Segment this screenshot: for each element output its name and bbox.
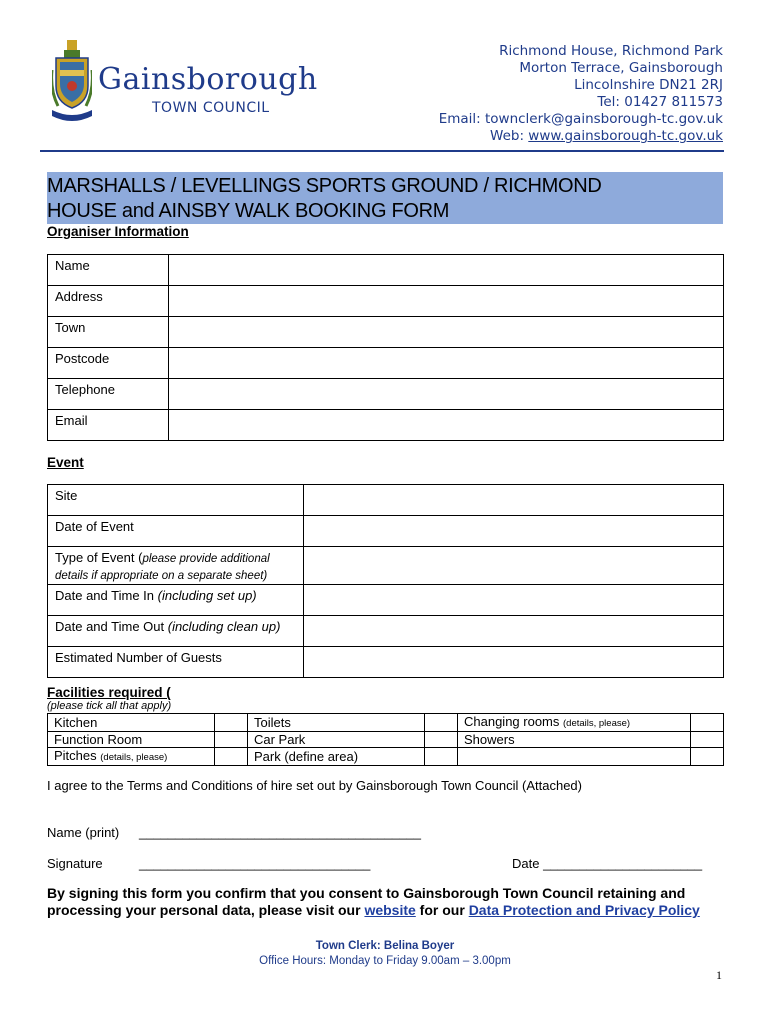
telephone-field[interactable] <box>169 379 724 410</box>
time-out-label: Date and Time Out <box>55 619 168 634</box>
date-field[interactable] <box>512 856 702 871</box>
changing-note: (details, please) <box>563 718 631 729</box>
table-row <box>48 547 724 585</box>
site-field[interactable] <box>304 485 724 516</box>
date-label: Date <box>512 856 544 871</box>
pitches-note: (details, please) <box>100 752 168 763</box>
name-print-label: Name (print) <box>47 825 120 840</box>
field-label: Name <box>48 255 169 286</box>
field-label: Estimated Number of Guests <box>48 647 304 678</box>
function-room-checkbox[interactable] <box>215 732 248 748</box>
email-field[interactable] <box>169 410 724 441</box>
time-in-note: (including set up) <box>157 588 257 603</box>
postcode-field[interactable] <box>169 348 724 379</box>
name-print-field[interactable]: _______________________________________ <box>139 825 421 840</box>
council-crest-icon <box>52 40 92 124</box>
signature-label: Signature <box>47 856 103 871</box>
pitches-checkbox[interactable] <box>215 748 248 766</box>
town-field[interactable] <box>169 317 724 348</box>
form-title: MARSHALLS / LEVELLINGS SPORTS GROUND / RICHMOND HOUSE and AINSBY WALK BOOKING FORM <box>47 175 602 222</box>
address-line: Morton Terrace, Gainsborough <box>519 60 723 76</box>
website-link[interactable]: www.gainsborough-tc.gov.uk <box>528 128 723 144</box>
field-label: Telephone <box>48 379 169 410</box>
date-line: ______________________ <box>543 856 703 871</box>
type-note: please provide additional details if appropriate on a separate sheet) <box>55 553 270 582</box>
facility-label: Park (define area) <box>248 748 425 766</box>
pitches-label: Pitches <box>54 748 101 763</box>
office-hours: Office Hours: Monday to Friday 9.00am – 3.00pm <box>259 955 511 967</box>
name-field[interactable] <box>169 255 724 286</box>
privacy-policy-link[interactable]: Data Protection and Privacy Policy <box>468 902 700 918</box>
header-rule <box>40 150 724 152</box>
changing-label: Changing rooms <box>464 714 563 729</box>
consent-text <box>47 885 707 919</box>
web-label: Web: <box>490 128 529 144</box>
address-line: Lincolnshire DN21 2RJ <box>574 77 723 93</box>
kitchen-checkbox[interactable] <box>215 714 248 732</box>
facility-label <box>48 748 215 766</box>
event-table <box>47 484 724 678</box>
field-label <box>48 585 304 616</box>
table-row <box>48 317 724 348</box>
facilities-note: (please tick all that apply) <box>47 700 172 712</box>
table-row <box>48 485 724 516</box>
table-row <box>48 732 724 748</box>
table-row <box>48 379 724 410</box>
website-link[interactable]: website <box>364 902 416 918</box>
council-subtitle: TOWN COUNCIL <box>152 100 270 116</box>
changing-rooms-checkbox[interactable] <box>691 714 724 732</box>
facility-label: Toilets <box>248 714 425 732</box>
address-field[interactable] <box>169 286 724 317</box>
event-heading: Event <box>47 455 84 470</box>
table-row <box>48 348 724 379</box>
town-clerk: Town Clerk: Belina Boyer <box>315 940 455 952</box>
field-label <box>48 616 304 647</box>
empty-checkbox <box>691 748 724 766</box>
council-name: Gainsborough <box>98 62 318 97</box>
consent-text-1: By signing this form you confirm that you consent to Gainsborough Town Council retaining and processing your personal data, please visit our <box>47 885 686 918</box>
car-park-checkbox[interactable] <box>425 732 458 748</box>
phone-line: Tel: 01427 811573 <box>597 94 723 110</box>
guests-field[interactable] <box>304 647 724 678</box>
council-address <box>439 43 723 145</box>
consent-text-2: for our <box>415 902 469 918</box>
table-row <box>48 410 724 441</box>
time-in-field[interactable] <box>304 585 724 616</box>
field-label: Town <box>48 317 169 348</box>
agree-text: I agree to the Terms and Conditions of hire set out by Gainsborough Town Council (Attached) <box>47 778 582 793</box>
table-row <box>48 286 724 317</box>
field-label: Date of Event <box>48 516 304 547</box>
field-label: Email <box>48 410 169 441</box>
signature-field[interactable]: ________________________________ <box>139 856 371 871</box>
facility-label: Showers <box>458 732 691 748</box>
table-row <box>48 616 724 647</box>
table-row <box>48 748 724 766</box>
web-line <box>439 128 723 145</box>
organiser-heading: Organiser Information <box>47 224 189 239</box>
time-out-field[interactable] <box>304 616 724 647</box>
event-type-field[interactable] <box>304 547 724 585</box>
organiser-table <box>47 254 724 441</box>
empty-cell <box>458 748 691 766</box>
facilities-table <box>47 713 724 766</box>
type-label: Type of Event ( <box>55 550 143 565</box>
table-row <box>48 647 724 678</box>
table-row <box>48 714 724 732</box>
facility-label: Kitchen <box>48 714 215 732</box>
field-label: Address <box>48 286 169 317</box>
table-row <box>48 255 724 286</box>
facility-label <box>458 714 691 732</box>
field-label <box>48 547 304 585</box>
time-out-note: (including clean up) <box>167 619 281 634</box>
facilities-heading: Facilities required ( <box>47 685 171 700</box>
table-row <box>48 516 724 547</box>
toilets-checkbox[interactable] <box>425 714 458 732</box>
facility-label: Function Room <box>48 732 215 748</box>
address-line: Richmond House, Richmond Park <box>499 43 723 59</box>
showers-checkbox[interactable] <box>691 732 724 748</box>
page-number: 1 <box>716 968 722 982</box>
park-checkbox[interactable] <box>425 748 458 766</box>
field-label: Postcode <box>48 348 169 379</box>
facility-label: Car Park <box>248 732 425 748</box>
event-date-field[interactable] <box>304 516 724 547</box>
email-line: Email: townclerk@gainsborough-tc.gov.uk <box>438 111 723 127</box>
field-label: Site <box>48 485 304 516</box>
table-row <box>48 585 724 616</box>
time-in-label: Date and Time In <box>55 588 158 603</box>
